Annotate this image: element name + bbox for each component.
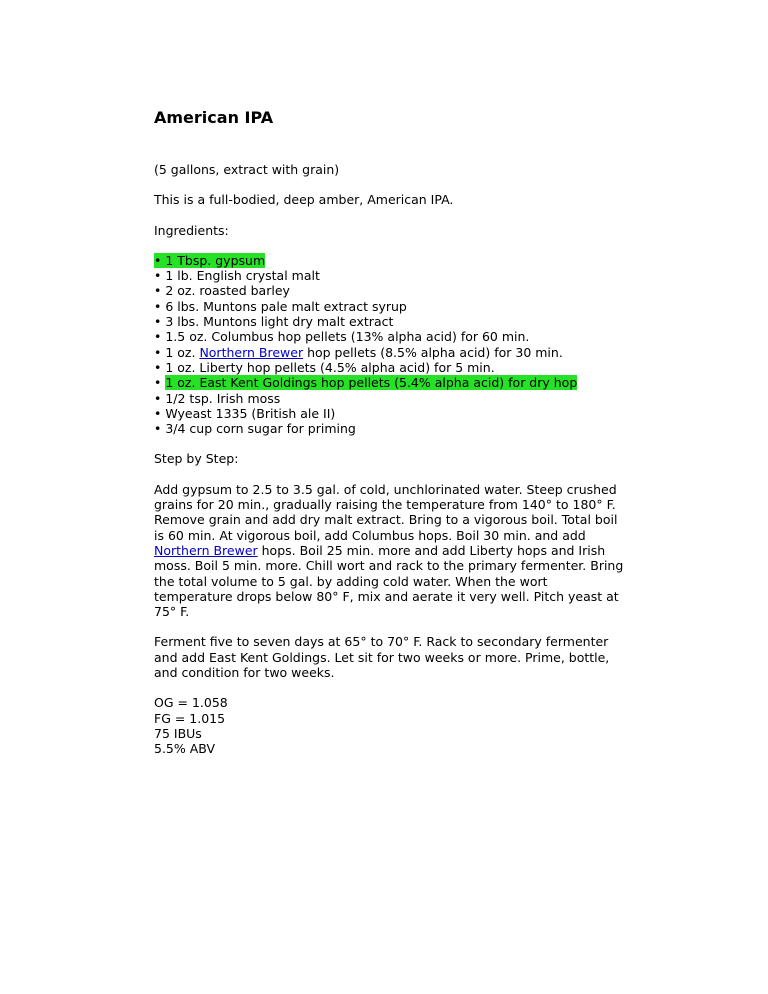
ingredient-item: • Wyeast 1335 (British ale II)	[154, 405, 336, 421]
northern-brewer-link[interactable]: Northern Brewer	[154, 542, 258, 558]
ingredient-text: hop pellets (8.5% alpha acid) for 30 min.	[303, 344, 563, 360]
ingredient-item: • 3 lbs. Muntons light dry malt extract	[154, 314, 394, 330]
ingredient-item: • 6 lbs. Muntons pale malt extract syrup	[154, 298, 407, 314]
ingredient-item: • 1 oz. Liberty hop pellets (4.5% alpha acid) for 5 min.	[154, 359, 495, 375]
highlighted-ingredient: • 1 Tbsp. gypsum	[154, 252, 266, 268]
ingredient-item: • 3/4 cup corn sugar for priming	[154, 421, 356, 437]
ingredient-item: • 1 lb. English crystal malt	[154, 268, 320, 284]
steps-paragraph	[154, 482, 624, 620]
recipe-document	[154, 108, 624, 757]
ingredient-item	[154, 253, 624, 268]
ingredient-item	[154, 375, 624, 390]
ferment-paragraph: Ferment five to seven days at 65° to 70° F. Rack to secondary fermenter and add East Kent Goldings. Let sit for two weeks or more. Prime, bottle, and condition for two weeks.	[154, 634, 610, 681]
steps-heading: Step by Step:	[154, 451, 239, 467]
ingredient-item: • 1.5 oz. Columbus hop pellets (13% alpha acid) for 60 min.	[154, 329, 530, 345]
ingredients-heading: Ingredients:	[154, 222, 229, 238]
highlighted-ingredient: 1 oz. East Kent Goldings hop pellets (5.4% alpha acid) for dry hop	[165, 375, 578, 391]
northern-brewer-link[interactable]: Northern Brewer	[199, 344, 304, 360]
original-gravity: OG = 1.058	[154, 695, 228, 711]
ingredient-item: • 1/2 tsp. Irish moss	[154, 390, 281, 406]
ibu-value: 75 IBUs	[154, 725, 202, 741]
ingredient-bullet: •	[154, 375, 166, 391]
ingredient-text: • 1 oz.	[154, 344, 200, 360]
recipe-intro: This is a full-bodied, deep amber, American IPA.	[154, 192, 454, 208]
recipe-stats	[154, 695, 624, 756]
final-gravity: FG = 1.015	[154, 710, 226, 726]
steps-text: Add gypsum to 2.5 to 3.5 gal. of cold, unchlorinated water. Steep crushed grains for 20 min., gradually raising the temperature from 140° to 180° F. Remove grain and add dry malt extract. Bring to a vigorous boil. Total boil is 60 min. At vigorous boil, add Columbus hops. Boil 30 min. and add	[154, 481, 618, 543]
batch-info: (5 gallons, extract with grain)	[154, 162, 340, 177]
ingredient-item: • 2 oz. roasted barley	[154, 283, 290, 299]
ingredient-item	[154, 345, 624, 360]
abv-value: 5.5% ABV	[154, 741, 216, 757]
recipe-title: American IPA	[154, 108, 274, 127]
ingredients-list	[154, 253, 624, 437]
steps-text: hops. Boil 25 min. more and add Liberty hops and Irish moss. Boil 5 min. more. Chill wort and rack to the primary fermenter. Bring the total volume to 5 gal. by adding cold water. When the wort temperature drops below 80° F, mix and aerate it very well. Pitch yeast at 75° F.	[154, 542, 624, 620]
